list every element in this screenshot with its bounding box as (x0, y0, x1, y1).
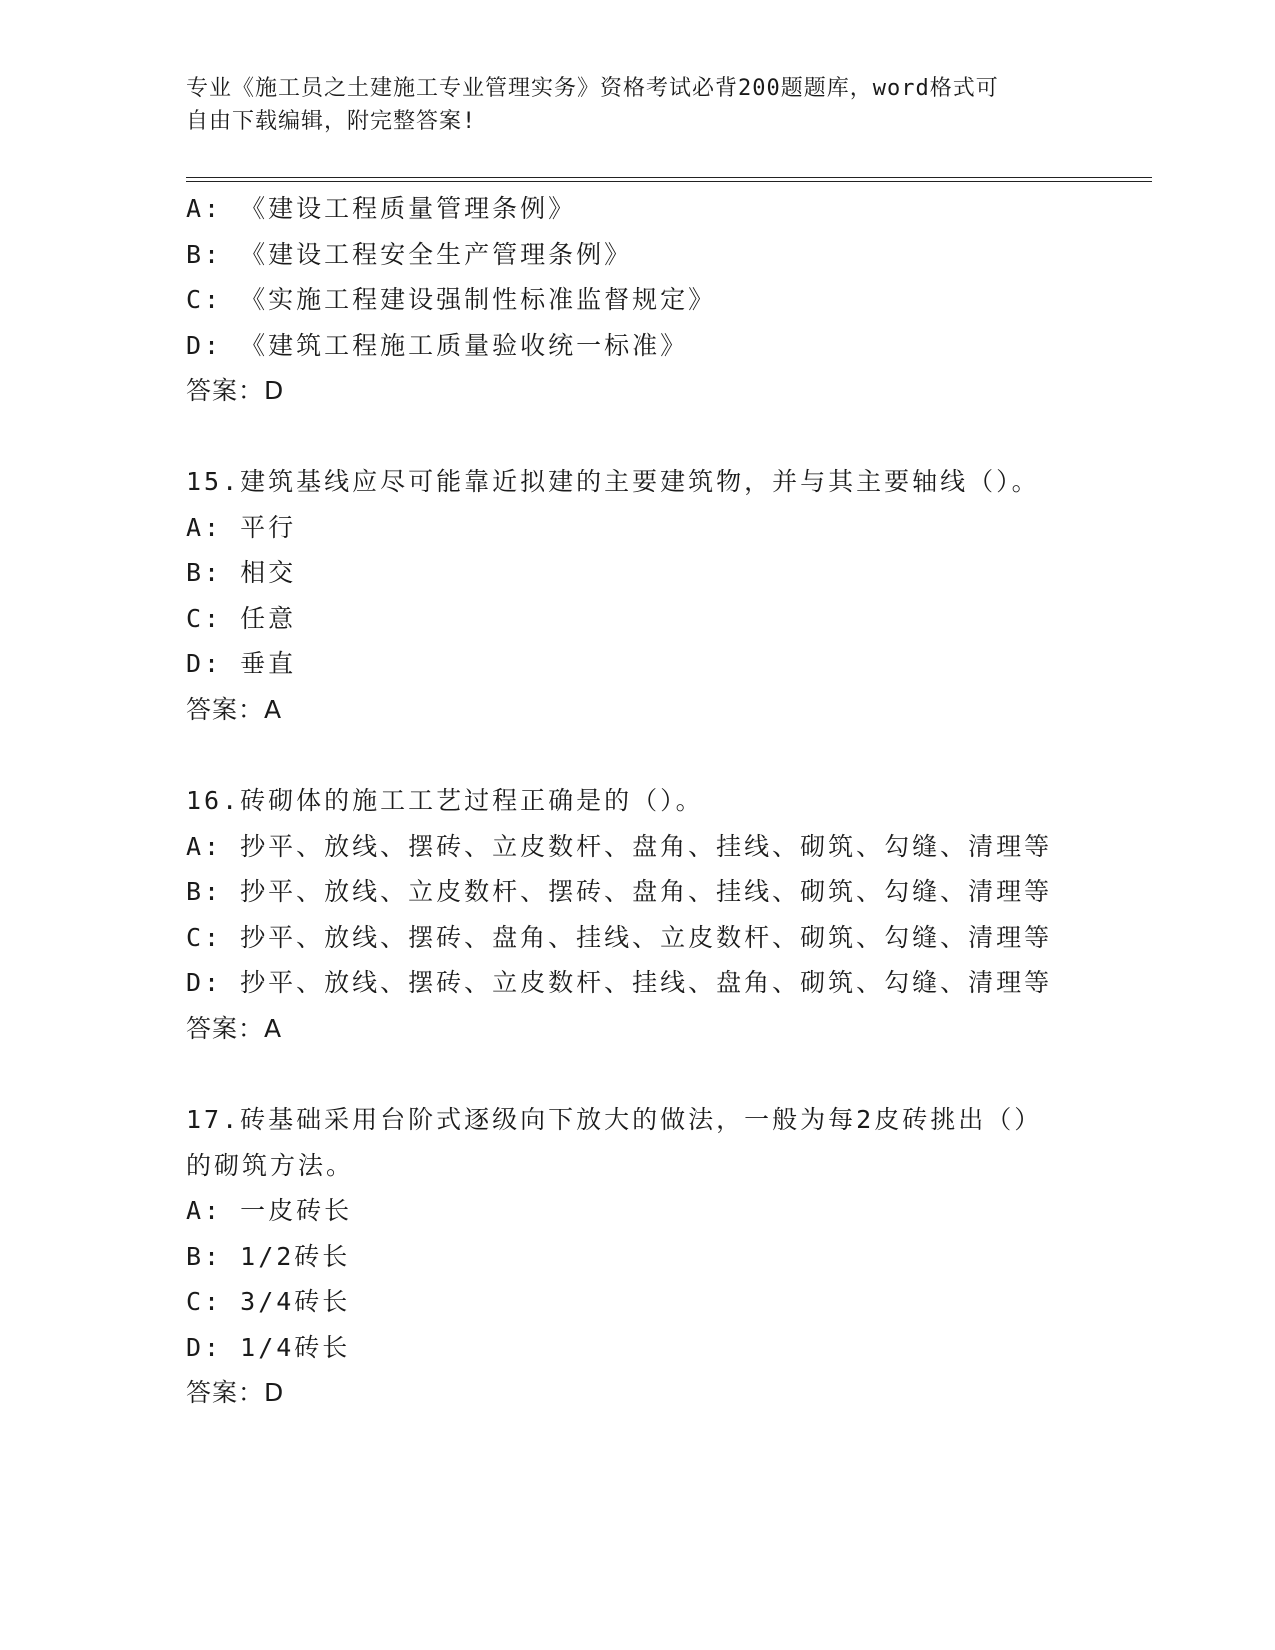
question-text-line-1: 17.砖基础采用台阶式逐级向下放大的做法，一般为每2皮砖挑出（） (186, 1105, 1043, 1134)
option-d: D: 1/4砖长 (186, 1332, 351, 1362)
question-text-line-2: 的砌筑方法。 (186, 1150, 355, 1180)
option-a: A: 抄平、放线、摆砖、立皮数杆、盘角、挂线、砌筑、勾缝、清理等 (186, 831, 1053, 861)
answer: 答案：D (186, 1378, 285, 1407)
question-16 (186, 778, 1086, 1051)
option-d: D: 垂直 (186, 649, 297, 678)
answer: 答案：A (186, 1013, 283, 1043)
question-14 (186, 186, 1086, 414)
answer: 答案：A (186, 694, 283, 724)
option-b: B: 相交 (186, 558, 297, 587)
option-a: A: 平行 (186, 512, 297, 542)
question-15 (186, 459, 1086, 732)
option-b: B: 抄平、放线、立皮数杆、摆砖、盘角、挂线、砌筑、勾缝、清理等 (186, 877, 1053, 906)
header-line-2: 自由下载编辑，附完整答案! (186, 109, 477, 134)
header-rule-top (186, 177, 1152, 178)
question-text: 16.砖砌体的施工工艺过程正确是的（）。 (186, 786, 704, 815)
document-header (186, 72, 1066, 138)
header-rule-bottom (186, 181, 1152, 182)
option-c: C: 任意 (186, 603, 297, 633)
option-c: C: 抄平、放线、摆砖、盘角、挂线、立皮数杆、砌筑、勾缝、清理等 (186, 922, 1053, 952)
header-line-1: 专业《施工员之土建施工专业管理实务》资格考试必背200题题库，word格式可 (186, 76, 999, 101)
option-c: C: 3/4砖长 (186, 1287, 351, 1316)
question-17 (186, 1097, 1086, 1416)
option-d: D: 抄平、放线、摆砖、立皮数杆、挂线、盘角、砌筑、勾缝、清理等 (186, 968, 1053, 997)
option-a: A: 一皮砖长 (186, 1196, 353, 1225)
option-b: B: 1/2砖长 (186, 1241, 351, 1271)
option-c: C: 《实施工程建设强制性标准监督规定》 (186, 285, 717, 314)
question-text: 15.建筑基线应尽可能靠近拟建的主要建筑物，并与其主要轴线（）。 (186, 467, 1040, 496)
answer: 答案：D (186, 376, 285, 405)
option-d: D: 《建筑工程施工质量验收统一标准》 (186, 330, 689, 360)
option-a: A: 《建设工程质量管理条例》 (186, 194, 577, 223)
option-b: B: 《建设工程安全生产管理条例》 (186, 239, 633, 269)
